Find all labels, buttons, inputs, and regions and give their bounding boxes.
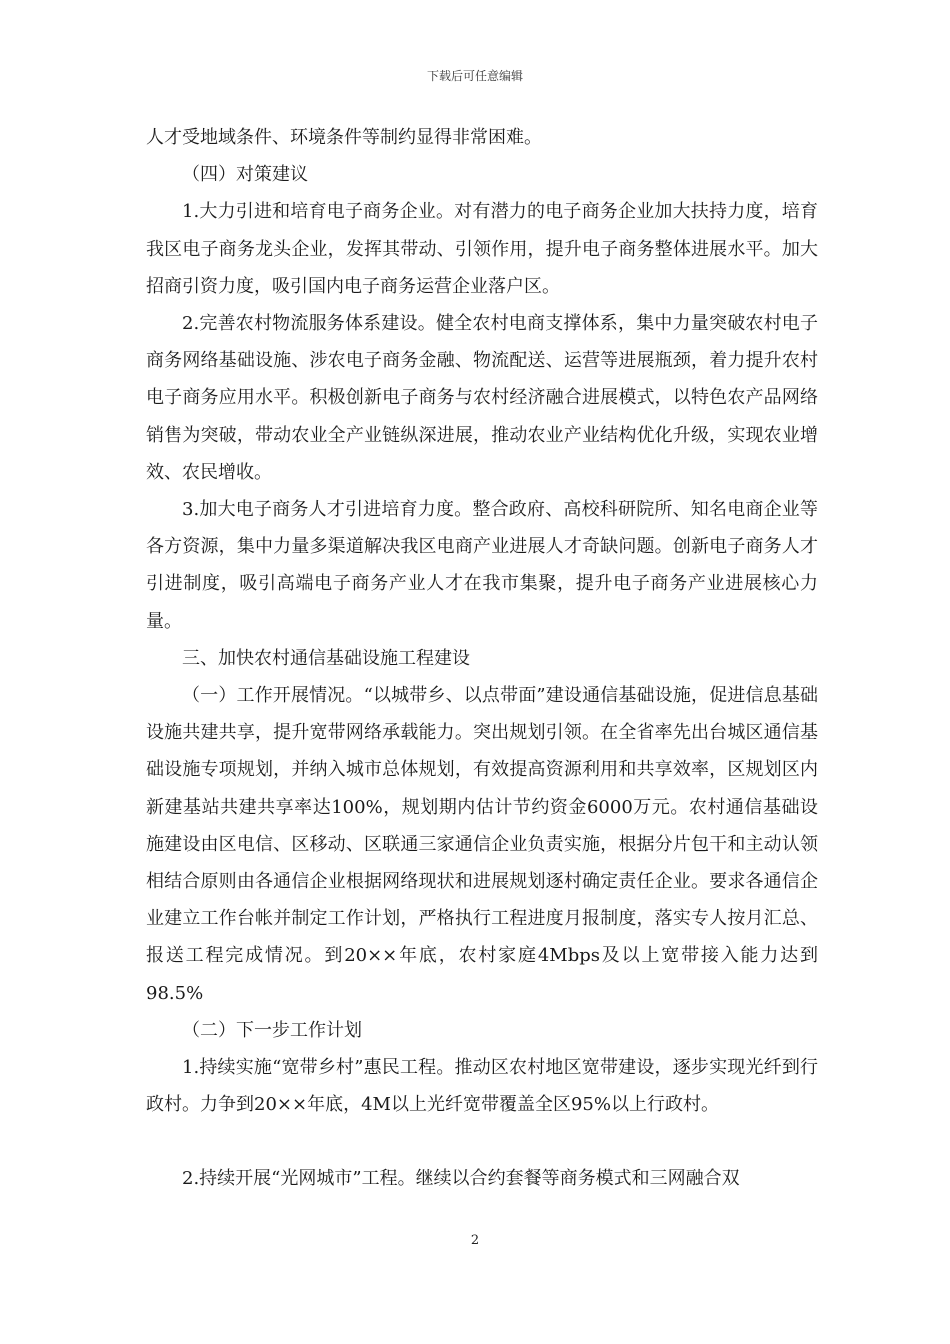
section-heading-next-plan: （二）下一步工作计划 bbox=[182, 1019, 362, 1041]
section-heading-rural-telecom: 三、加快农村通信基础设施工程建设 bbox=[182, 647, 470, 669]
paragraph-work-progress: （一）工作开展情况。“以城带乡、以点带面”建设通信基础设施，促进信息基础设施共建共享，提升宽带网络承载能力。突出规划引领。在全省率先出台城区通信基础设施专项规划，并纳入城市总体规划，有效提高资源利用和共享效率，区规划区内新建基站共建共享率达100%，规划期内估计节约资金6000万元。农村通信基础设施建设由区电信、区移动、区联通三家通信企业负责实施，根据分片包干和主动认领相结合原则由各通信企业根据网络现状和进展规划逐村确定责任企业。要求各通信企业建立工作台帐并制定工作计划，严格执行工程进度月报制度，落实专人按月汇总、报送工程完成情况。到20××年底，农村家庭4Mbps及以上宽带接入能力达到98.5% bbox=[146, 685, 818, 1004]
paragraph-continuation: 人才受地域条件、环境条件等制约显得非常困难。 bbox=[146, 127, 542, 148]
section-heading-countermeasures: （四）对策建议 bbox=[182, 164, 308, 186]
document-body bbox=[146, 119, 818, 1198]
paragraph-rural-logistics: 2.完善农村物流服务体系建设。健全农村电商支撑体系，集中力量突破农村电子商务网络基础设施、涉农电子商务金融、物流配送、运营等进展瓶颈，着力提升农村电子商务应用水平。积极创新电子商务与农村经济融合进展模式，以特色农产品网络销售为突破，带动农业全产业链纵深进展，推动农业产业结构优化升级，实现农业增效、农民增收。 bbox=[146, 313, 818, 483]
paragraph-ecommerce-enterprises: 1.大力引进和培育电子商务企业。对有潜力的电子商务企业加大扶持力度，培育我区电子商务龙头企业，发挥其带动、引领作用，提升电子商务整体进展水平。加大招商引资力度，吸引国内电子商务运营企业落户区。 bbox=[146, 201, 818, 297]
page-number: 2 bbox=[470, 1233, 480, 1248]
page-header: 下载后可任意编辑 bbox=[426, 69, 523, 83]
paragraph-optical-city: 2.持续开展“光网城市”工程。继续以合约套餐等商务模式和三网融合双 bbox=[182, 1168, 740, 1190]
paragraph-ecommerce-talent: 3.加大电子商务人才引进培育力度。整合政府、高校科研院所、知名电商企业等各方资源，集中力量多渠道解决我区电商产业进展人才奇缺问题。创新电子商务人才引进制度，吸引高端电子商务产业人才在我市集聚，提升电子商务产业进展核心力量。 bbox=[146, 499, 818, 632]
paragraph-broadband-village: 1.持续实施“宽带乡村”惠民工程。推动区农村地区宽带建设，逐步实现光纤到行政村。力争到20××年底，4M以上光纤宽带覆盖全区95%以上行政村。 bbox=[146, 1057, 818, 1116]
